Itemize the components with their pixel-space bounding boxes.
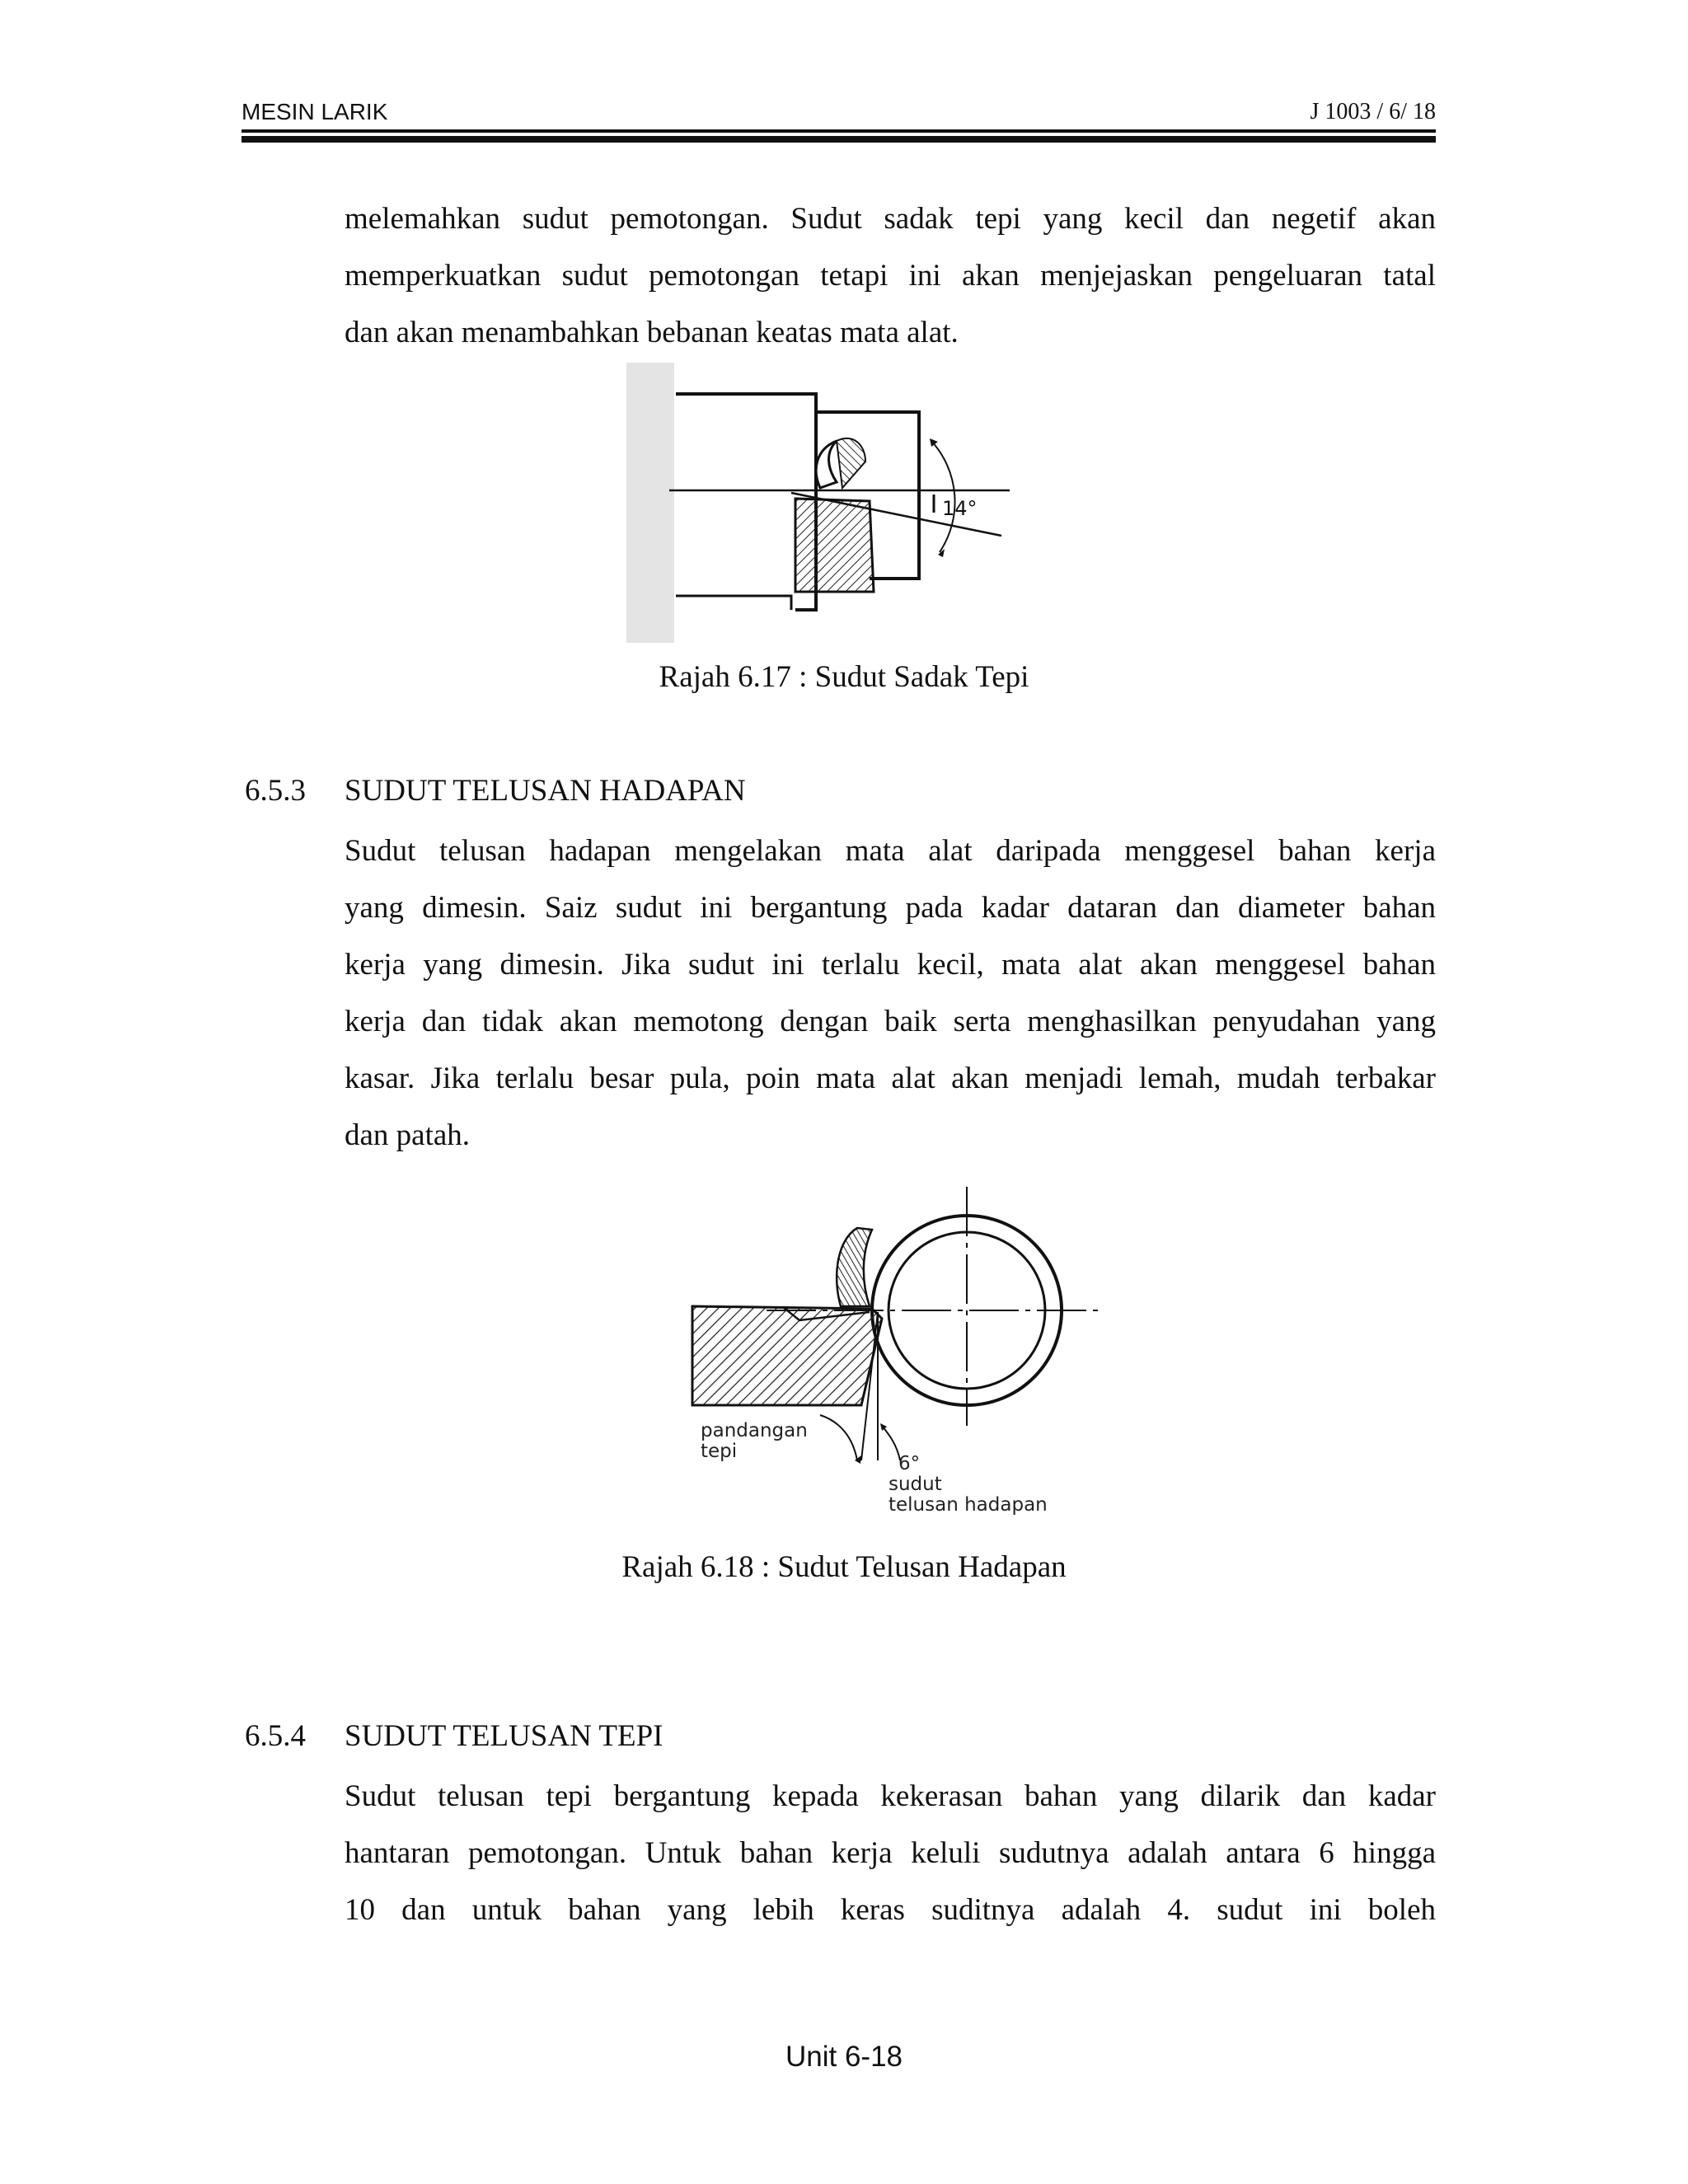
header-rule-thick: [241, 136, 1436, 143]
intro-paragraph: [345, 190, 1436, 361]
chip-hatch: [837, 438, 865, 488]
paragraph-line: dan akan menambahkan bebanan keatas mata alat.: [345, 316, 959, 349]
paragraph-line: dan patah.: [345, 1118, 471, 1152]
figure-caption-617: Rajah 6.17 : Sudut Sadak Tepi: [659, 660, 1029, 694]
figure-caption-618: Rajah 6.18 : Sudut Telusan Hadapan: [621, 1550, 1067, 1584]
section-title: SUDUT TELUSAN TEPI: [345, 1719, 663, 1753]
header-title: MESIN LARIK: [241, 99, 388, 124]
scan-shadow: [626, 363, 674, 643]
label-sudut: sudut: [889, 1474, 942, 1495]
section-title: SUDUT TELUSAN HADAPAN: [345, 774, 746, 808]
angle-label: 14°: [942, 497, 978, 520]
section-paragraph: [345, 1768, 1436, 1938]
angle-label: 6°: [898, 1453, 921, 1474]
label-pandangan: pandangan: [701, 1420, 808, 1441]
paragraph-line: 10 dan untuk bahan yang lebih keras suditnya adalah 4. sudut ini boleh: [345, 1893, 1436, 1927]
paragraph-line: kerja dan tidak akan memotong dengan baik serta menghasilkan penyudahan yang: [345, 1005, 1436, 1038]
paragraph-line: kerja yang dimesin. Jika sudut ini terlalu kecil, mata alat akan menggesel bahan: [345, 948, 1436, 982]
page-footer: Unit 6-18: [785, 2041, 903, 2073]
paragraph-line: memperkuatkan sudut pemotongan tetapi ini akan menjejaskan pengeluaran tatal: [345, 259, 1436, 293]
section-number: 6.5.3: [245, 774, 306, 808]
label-tepi: tepi: [701, 1441, 738, 1462]
label-telusan-hadapan: telusan hadapan: [889, 1494, 1048, 1516]
paragraph-line: kasar. Jika terlalu besar pula, poin mata alat akan menjadi lemah, mudah terbakar: [345, 1062, 1436, 1095]
figure-side-rake-angle: [626, 363, 1022, 643]
cutting-tool: [795, 499, 874, 592]
paragraph-line: yang dimesin. Saiz sudut ini bergantung pada kadar dataran dan diameter bahan: [345, 891, 1436, 925]
paragraph-line: Sudut telusan hadapan mengelakan mata alat daripada menggesel bahan kerja: [345, 834, 1436, 868]
paragraph-line: hantaran pemotongan. Untuk bahan kerja keluli sudutnya adalah antara 6 hingga: [345, 1836, 1436, 1870]
chip: [816, 441, 837, 488]
paragraph-line: Sudut telusan tepi bergantung kepada kekerasan bahan yang dilarik dan kadar: [345, 1779, 1436, 1813]
section-number: 6.5.4: [245, 1719, 306, 1753]
paragraph-line: melemahkan sudut pemotongan. Sudut sadak tepi yang kecil dan negetif akan: [345, 202, 1436, 236]
header-rule-thin: [241, 129, 1436, 133]
section-paragraph: [345, 823, 1436, 1164]
cutting-tool: [692, 1306, 882, 1405]
header-page-code: J 1003 / 6/ 18: [1310, 99, 1436, 124]
figure-front-clearance-angle: [684, 1179, 1113, 1533]
chip: [837, 1228, 872, 1306]
